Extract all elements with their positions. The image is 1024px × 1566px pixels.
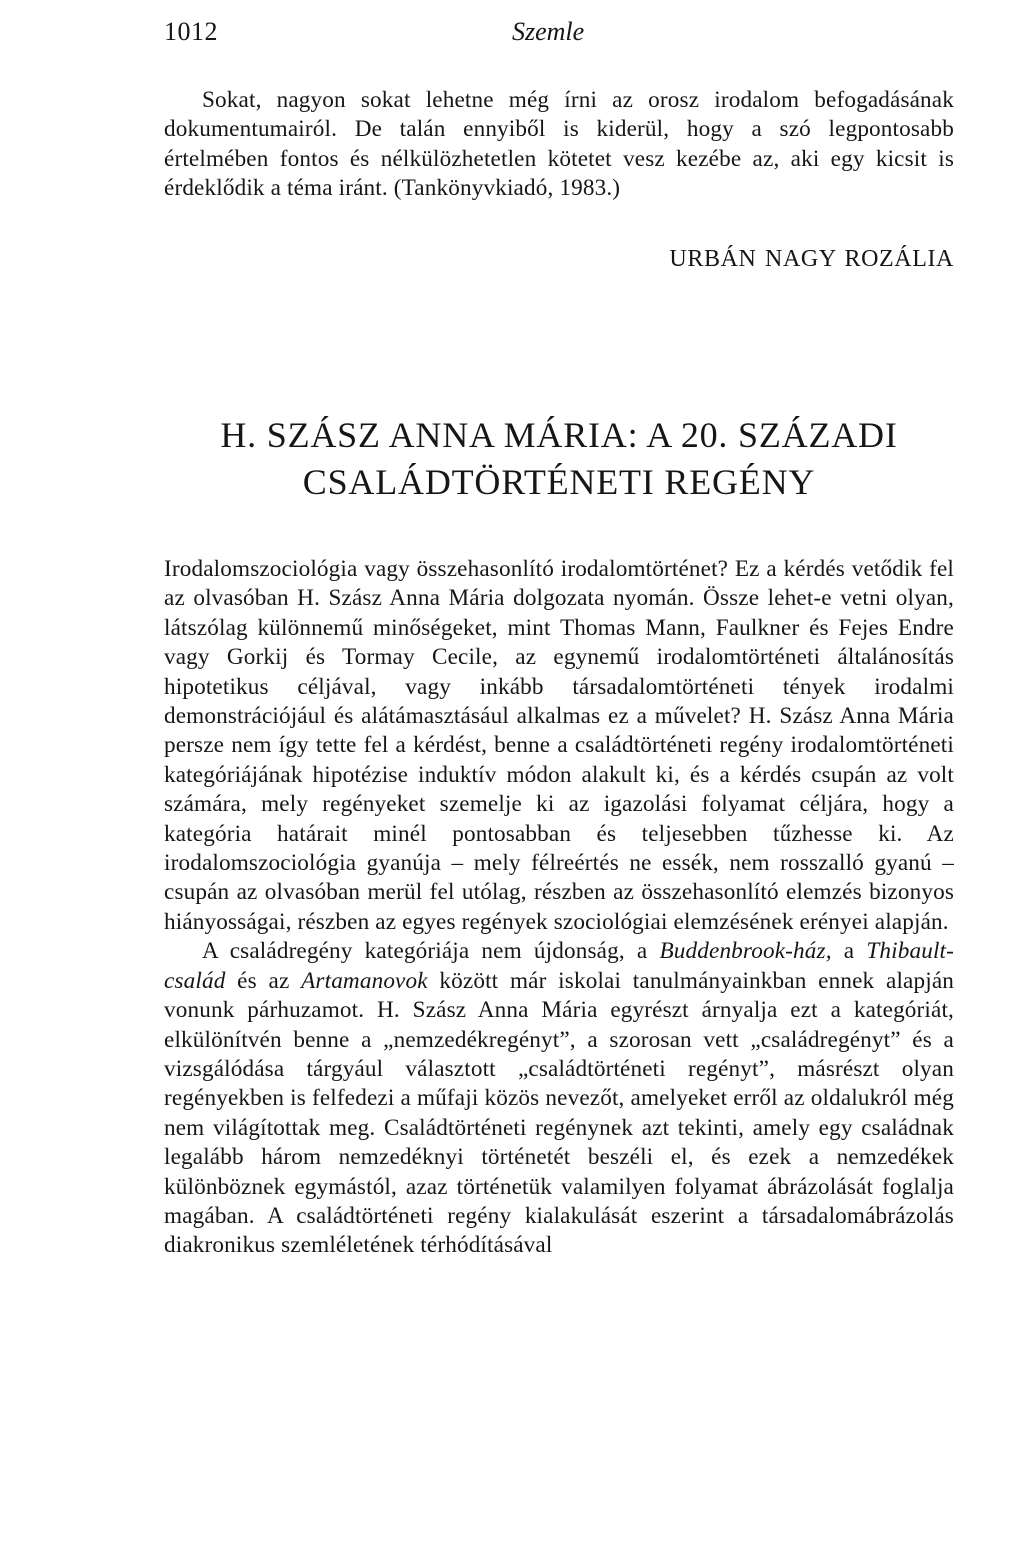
page-number: 1012 (164, 17, 218, 46)
paragraph-2-text-2: a (831, 938, 867, 965)
work-title-artamanovok: Artamanovok (301, 967, 428, 994)
paragraph-2-text-1: A családregény kategóriája nem újdonság, a (202, 938, 660, 965)
paragraph-2-text-4: között már iskolai tanulmányainkban ennek alapján vonunk párhuzamot. H. Szász Anna Mária egyrészt árnyalja ezt a kategóriát, elkülönítvén benne a „nemzedékregényt”, a szorosan vett „családregényt” és a vizsgálódása tárgyául választott „családtörténeti regényt”, másrészt olyan regényekben is felfedezi a műfaji közös nevezőt, amelyeket erről az oldalukról még nem világítottak meg. Családtörténeti regénynek azt tekinti, amely egy családnak legalább három nemzedéknyi történetét beszéli el, és ezek a nemzedékek különböznek egymástól, azaz történetük valamilyen folyamat ábrázolását foglalja magában. A családtörténeti regény kialakulását eszerint a társadalomábrázolás diakronikus szemléletének térhódításával (164, 967, 955, 1259)
running-head (164, 17, 954, 49)
previous-review-ending (164, 86, 954, 204)
review-body (164, 555, 954, 1261)
previous-review-closing-paragraph: Sokat, nagyon sokat lehetne még írni az orosz irodalom befogadásának dokumentumairól. De talán ennyiből is kiderül, hogy a szó legpontosabb értelmében fontos és nélkülözhetetlen kötetet vesz kezébe az, aki egy kicsit is érdeklődik a téma iránt. (Tankönyvkiadó, 1983.) (164, 87, 954, 202)
review-title-line-1: H. SZÁSZ ANNA MÁRIA: A 20. SZÁZADI (220, 415, 898, 455)
work-title-buddenbrook: Buddenbrook-ház, (659, 938, 832, 965)
work-title-thibault: Thibault-család (164, 938, 954, 994)
review-title (164, 412, 954, 506)
journal-name: Szemle (512, 17, 585, 46)
review-title-line-2: CSALÁDTÖRTÉNETI REGÉNY (302, 462, 816, 502)
review-paragraph-2 (164, 937, 954, 1260)
review-paragraph-1: Irodalomszociológia vagy összehasonlító irodalomtörténet? Ez a kérdés vetődik fel az olvasóban H. Szász Anna Mária dolgozata nyomán. Össze lehet-e vetni olyan, látszólag különnemű minőségeket, mint Thomas Mann, Faulkner és Fejes Endre vagy Gorkij és Tormay Cecile, az egynemű irodalomtörténeti általánosítás hipotetikus céljával, vagy inkább társadalomtörténeti tények irodalmi demonstrációjául és alátámasztásául alkalmas ez a művelet? H. Szász Anna Mária persze nem így tette fel a kérdést, benne a családtörténeti regény irodalomtörténeti kategóriájának hipotézise induktív módon alakult ki, és a kérdés csupán az volt számára, mely regényeket szemelje ki az igazolási folyamat céljára, hogy a kategória határait minél pontosabban és teljesebben tűzhesse ki. Az irodalomszociológia gyanúja – mely félreértés ne essék, nem rosszalló gyanú – csupán az olvasóban merül fel utólag, részben az összehasonlító elemzés bizonyos hiányosságai, részben az egyes regények szociológiai elemzésének erényei alapján. (164, 556, 954, 935)
previous-reviewer-signature: URBÁN NAGY ROZÁLIA (669, 246, 954, 272)
paragraph-2-text-3: és az (225, 967, 302, 994)
